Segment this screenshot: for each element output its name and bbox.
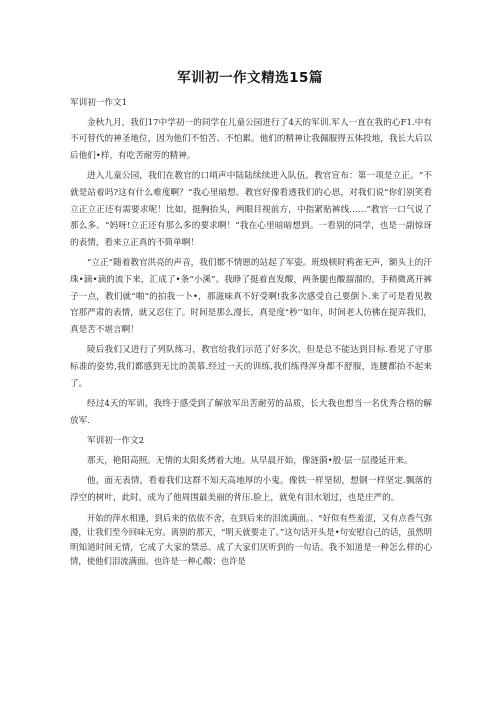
document-body [70,95,432,573]
paragraph-6: 那天，艳阳高照。无情的太阳炙烤着大地。从早晨开始，像涟漪•般·层一层漫延开来。 [87,455,413,466]
paragraph-7: 他，面无表情，看着我们这群不知天高地厚的小鬼。像铁一样坚韧，想钢一样坚定.飘落的浮空的树叶，此时，成为了他周围最美丽的背压.脸上，就免有泪水划过，也是庄严的。 [70,476,432,504]
paragraph-5: 经过4天的军训，我终于感受到了解放军出苦耐劳的品质，长大我也想当一名优秀合格的解放军. [70,399,432,426]
paragraph-1: 金秋九月，我们17中学初一的同学在儿童公园进行了4天的军训.军人一直在我的心F1.中有不可替代的神圣地位，因为他们不怕苦、不怕累。他们的精神让我佩服得五体投地，我长大后以后他们•样，有吃苦耐劳的精神。 [70,117,432,161]
section-heading-1: 军训初一作文1 [70,98,128,108]
section-heading-2: 军训初一作文2 [87,436,145,447]
paragraph-8: 开始的萍水相逢，到后来的依依不舍，在到后来的泪流满面。、°好似有些羞涩，又有点香气弥漫，让我们至今回味无穷。离别的那天，“明天就要走了。”这句话开头是•句安慰自己的话，虽然明明知道时间无情，它成了大家的禁忌、成了大家们厌听到的一句话。我不知道是一种怎么样的心情，使他们泪流满面。也许是一种心酸；也许是 [70,512,432,567]
paragraph-2: 进入儿童公园，我们在教官的口哨声中陆陆续续进入队伍。教官宣布：第一项是立正。“不就是站着吗?这有什么难度啊？“我心里暗想。教官好像看透我们的心思，对我们说“你们别笑看立正立正还有需要求呢！比如，挺胸抬头，两眼目视前方，中指紧贴裤线……”教官一口气说了那么多。“妈呀!立正还有那么多的要求啊！”我在心里暗暗想到。一看别的同学，也是一副惊讶的表情，看来立正真的不简单啊！ [70,171,432,248]
paragraph-4: 陵后我们又进行了列队练习，教官给我们示范了好多次，但是总不能达到目标.看见了守那标准的姿势,我们都感到无比的羡慕.经过一天的训练,我们练得浑身都不舒服，连腰都抬不起来了。 [70,345,432,389]
document-title: 军训初一作文精选15篇 [177,70,323,86]
paragraph-3: “立正”随着教官洪亮的声音，我们都不情愿的站起了军姿。班级顿时鸦雀无声，额头上的汗珠•滴•滴的流下来，汇成了•条“小溪”。我睁了挺着直发酸，两条腿也酸溜溜的，手稍微离开裤子一点，教们就“啪”的拍我一卜•，那滋味真不好受啊!我多次感受自己要倒卜.来了可是看见教官那严肃的表情，就又忍住了。时间是那么漫长，真是度"秒’’如年，时间老人仿佛在捉弄我们，真是苦不堪言啊！ [70,258,432,335]
